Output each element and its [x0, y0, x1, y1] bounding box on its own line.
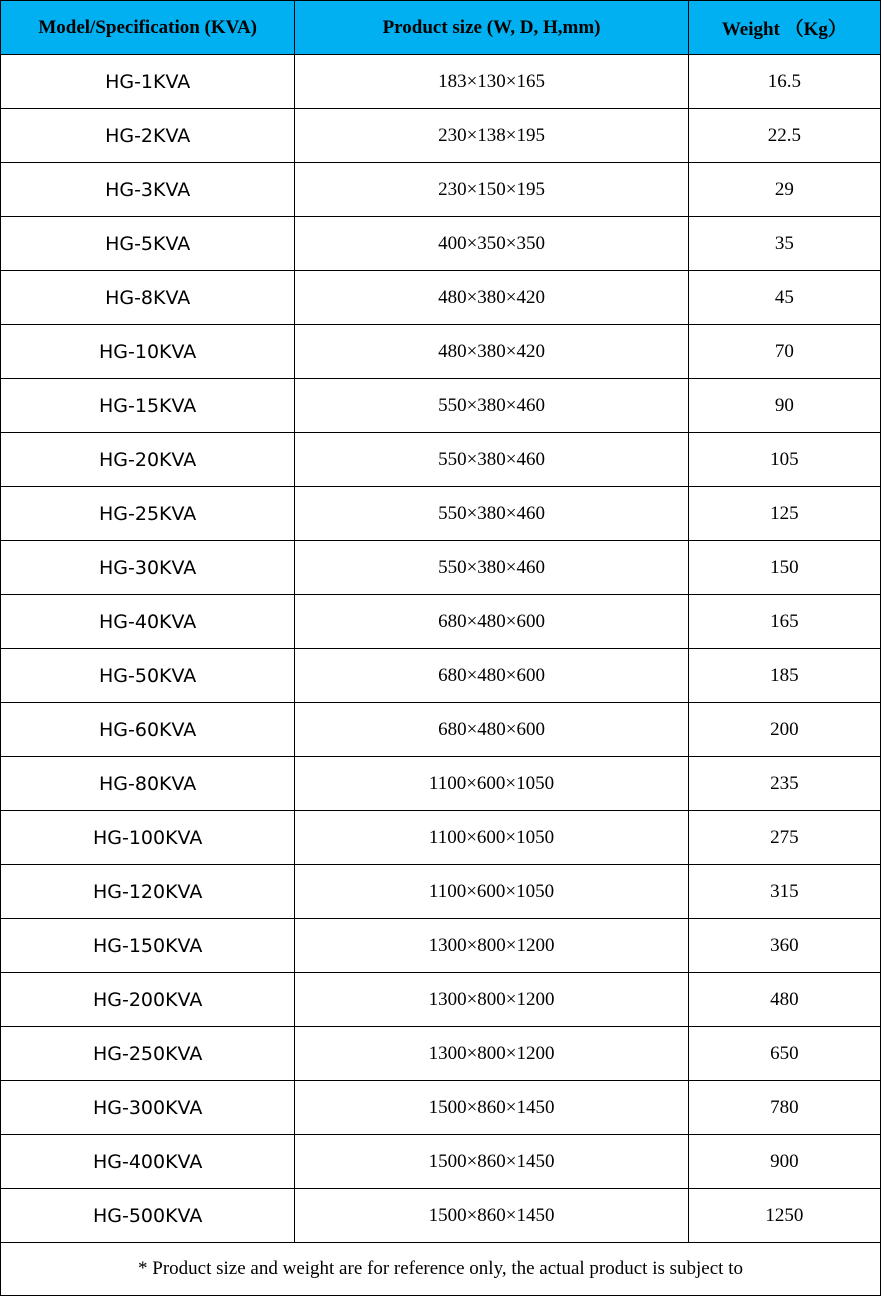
table-header — [1, 1, 881, 55]
header-weight: Weight （Kg） — [688, 1, 880, 55]
model-cell: HG-5KVA — [1, 217, 295, 271]
header-size: Product size (W, D, H,mm) — [295, 1, 688, 55]
weight-cell: 125 — [688, 487, 880, 541]
size-cell: 480×380×420 — [295, 271, 688, 325]
weight-cell: 185 — [688, 649, 880, 703]
table-row — [1, 595, 881, 649]
weight-cell: 70 — [688, 325, 880, 379]
table-row — [1, 1135, 881, 1189]
weight-cell: 275 — [688, 811, 880, 865]
table-row — [1, 55, 881, 109]
size-cell: 183×130×165 — [295, 55, 688, 109]
size-cell: 1500×860×1450 — [295, 1135, 688, 1189]
table-row — [1, 811, 881, 865]
model-cell: HG-3KVA — [1, 163, 295, 217]
size-cell: 1300×800×1200 — [295, 1027, 688, 1081]
weight-cell: 165 — [688, 595, 880, 649]
weight-cell: 35 — [688, 217, 880, 271]
table-row — [1, 703, 881, 757]
model-cell: HG-40KVA — [1, 595, 295, 649]
footnote: * Product size and weight are for reference only, the actual product is subject to — [1, 1243, 881, 1296]
size-cell: 1100×600×1050 — [295, 865, 688, 919]
size-cell: 550×380×460 — [295, 487, 688, 541]
size-cell: 230×138×195 — [295, 109, 688, 163]
size-cell: 400×350×350 — [295, 217, 688, 271]
weight-cell: 200 — [688, 703, 880, 757]
size-cell: 480×380×420 — [295, 325, 688, 379]
weight-cell: 480 — [688, 973, 880, 1027]
table-row — [1, 271, 881, 325]
model-cell: HG-30KVA — [1, 541, 295, 595]
size-cell: 550×380×460 — [295, 379, 688, 433]
table-row — [1, 163, 881, 217]
model-cell: HG-15KVA — [1, 379, 295, 433]
table-row — [1, 1189, 881, 1243]
size-cell: 680×480×600 — [295, 595, 688, 649]
table-row — [1, 487, 881, 541]
weight-cell: 780 — [688, 1081, 880, 1135]
size-cell: 680×480×600 — [295, 703, 688, 757]
header-model: Model/Specification (KVA) — [1, 1, 295, 55]
model-cell: HG-500KVA — [1, 1189, 295, 1243]
weight-cell: 29 — [688, 163, 880, 217]
model-cell: HG-50KVA — [1, 649, 295, 703]
size-cell: 550×380×460 — [295, 541, 688, 595]
weight-cell: 22.5 — [688, 109, 880, 163]
size-cell: 680×480×600 — [295, 649, 688, 703]
table-row — [1, 649, 881, 703]
weight-cell: 650 — [688, 1027, 880, 1081]
weight-cell: 16.5 — [688, 55, 880, 109]
size-cell: 1300×800×1200 — [295, 919, 688, 973]
table-row — [1, 379, 881, 433]
table-footer — [1, 1243, 881, 1296]
model-cell: HG-10KVA — [1, 325, 295, 379]
weight-cell: 360 — [688, 919, 880, 973]
weight-cell: 315 — [688, 865, 880, 919]
table-row — [1, 541, 881, 595]
model-cell: HG-200KVA — [1, 973, 295, 1027]
model-cell: HG-250KVA — [1, 1027, 295, 1081]
model-cell: HG-80KVA — [1, 757, 295, 811]
table-row — [1, 217, 881, 271]
model-cell: HG-100KVA — [1, 811, 295, 865]
table-row — [1, 1081, 881, 1135]
weight-cell: 1250 — [688, 1189, 880, 1243]
weight-cell: 150 — [688, 541, 880, 595]
size-cell: 230×150×195 — [295, 163, 688, 217]
size-cell: 550×380×460 — [295, 433, 688, 487]
weight-cell: 45 — [688, 271, 880, 325]
model-cell: HG-120KVA — [1, 865, 295, 919]
model-cell: HG-400KVA — [1, 1135, 295, 1189]
header-row — [1, 1, 881, 55]
table-row — [1, 757, 881, 811]
model-cell: HG-25KVA — [1, 487, 295, 541]
model-cell: HG-20KVA — [1, 433, 295, 487]
model-cell: HG-1KVA — [1, 55, 295, 109]
weight-cell: 235 — [688, 757, 880, 811]
table-row — [1, 1027, 881, 1081]
table-row — [1, 919, 881, 973]
table-row — [1, 973, 881, 1027]
size-cell: 1500×860×1450 — [295, 1081, 688, 1135]
model-cell: HG-60KVA — [1, 703, 295, 757]
weight-cell: 105 — [688, 433, 880, 487]
table-row — [1, 325, 881, 379]
table-row — [1, 865, 881, 919]
size-cell: 1300×800×1200 — [295, 973, 688, 1027]
size-cell: 1100×600×1050 — [295, 757, 688, 811]
weight-cell: 90 — [688, 379, 880, 433]
model-cell: HG-300KVA — [1, 1081, 295, 1135]
weight-cell: 900 — [688, 1135, 880, 1189]
table-row — [1, 433, 881, 487]
size-cell: 1500×860×1450 — [295, 1189, 688, 1243]
footnote-row — [1, 1243, 881, 1296]
model-cell: HG-2KVA — [1, 109, 295, 163]
size-cell: 1100×600×1050 — [295, 811, 688, 865]
model-cell: HG-150KVA — [1, 919, 295, 973]
model-cell: HG-8KVA — [1, 271, 295, 325]
table-row — [1, 109, 881, 163]
table-body — [1, 55, 881, 1243]
